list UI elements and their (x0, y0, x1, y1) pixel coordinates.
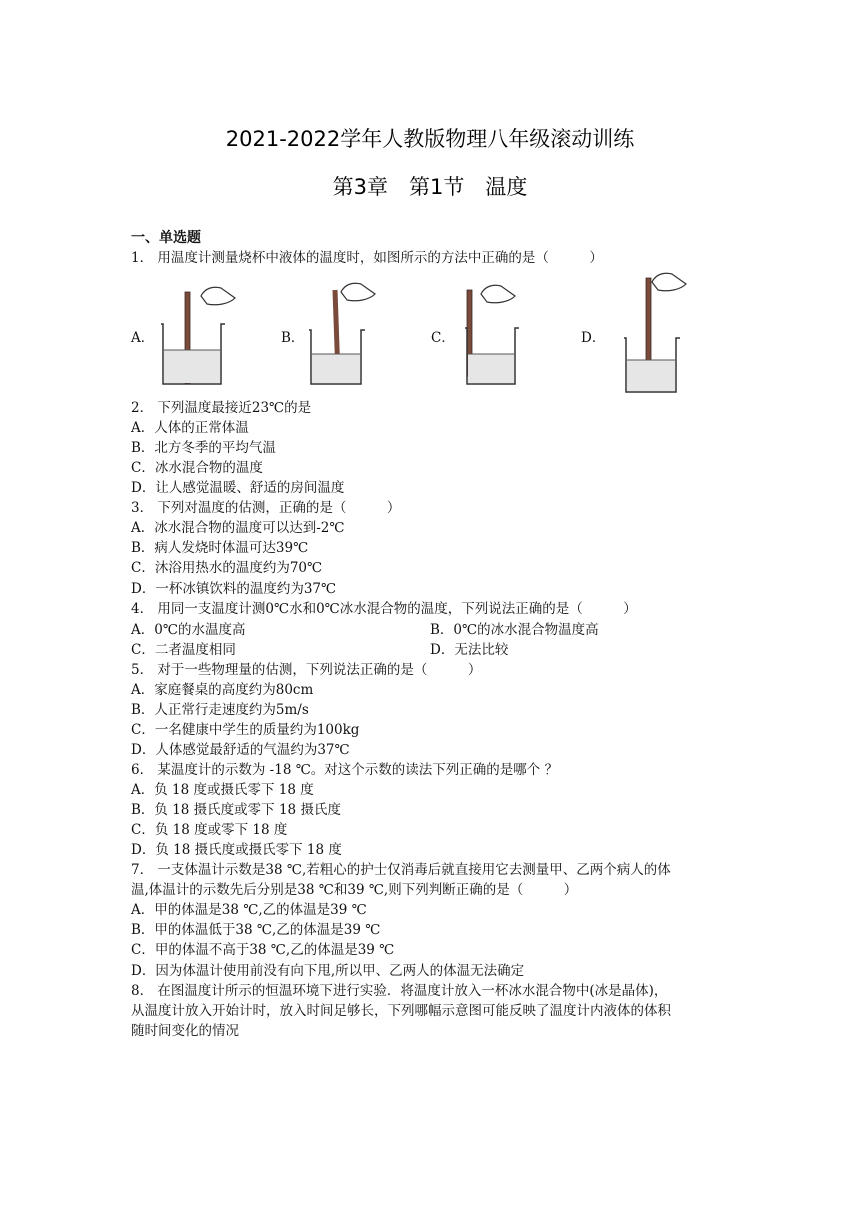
q1-option-b-label: B． (281, 330, 305, 346)
q5-option-d: D．人体感觉最舒适的气温约为37℃ (131, 742, 350, 758)
q2-option-c: C．冰水混合物的温度 (131, 460, 263, 476)
q6-option-d: D．负 18 摄氏度或摄氏零下 18 度 (131, 842, 342, 858)
section-heading: 一、单选题 (131, 230, 201, 246)
q1-option-d-label: D． (581, 330, 606, 346)
q1-figure-d (620, 270, 700, 395)
q6-option-a: A．负 18 度或摄氏零下 18 度 (131, 782, 314, 798)
hand-icon (481, 285, 515, 302)
q7-option-c: C．甲的体温不高于38 ℃,乙的体温是39 ℃ (131, 942, 395, 958)
q4-option-c: C．二者温度相同 (131, 642, 236, 658)
question-1-stem: 1． 用温度计测量烧杯中液体的温度时，如图所示的方法中正确的是（ ） (131, 250, 603, 266)
question-4-stem: 4． 用同一支温度计测0℃水和0℃冰水混合物的温度，下列说法正确的是（ ） (131, 601, 637, 617)
q3-option-d: D．一杯冰镇饮料的温度约为37℃ (131, 581, 337, 597)
q4-option-d: D．无法比较 (430, 642, 509, 658)
hand-icon (341, 283, 375, 300)
q2-option-d: D．让人感觉温暖、舒适的房间温度 (131, 480, 345, 496)
q2-option-a: A．人体的正常体温 (131, 420, 249, 436)
question-7-stem-line-1: 7． 一支体温计示数是38 ℃,若粗心的护士仅消毒后就直接用它去测量甲、乙两个病人的体 (131, 862, 671, 878)
q1-figure-a (155, 280, 245, 388)
q3-option-c: C．沐浴用热水的温度约为70℃ (131, 560, 323, 576)
q5-option-b: B．人正常行走速度约为5m/s (131, 702, 309, 718)
q4-option-b: B．0℃的冰水混合物温度高 (430, 622, 599, 638)
question-8-stem-line-1: 8． 在图温度计所示的恒温环境下进行实验．将温度计放入一杯冰水混合物中(冰是晶体)， (131, 983, 668, 999)
q7-option-d: D．因为体温计使用前没有向下甩,所以甲、乙两人的体温无法确定 (131, 963, 525, 979)
question-3-stem: 3． 下列对温度的估测，正确的是（ ） (131, 500, 401, 516)
question-8-stem-line-3: 随时间变化的情况 (131, 1023, 239, 1039)
q6-option-b: B．负 18 摄氏度或零下 18 摄氏度 (131, 802, 341, 818)
question-6-stem: 6． 某温度计的示数为 -18 ℃。对这个示数的读法下列正确的是哪个 ？ (131, 762, 559, 778)
document-title: 2021-2022学年人教版物理八年级滚动训练 (225, 127, 635, 151)
q1-figure-b (305, 280, 385, 388)
q7-option-b: B．甲的体温低于38 ℃,乙的体温是39 ℃ (131, 922, 381, 938)
q6-option-c: C．负 18 度或零下 18 度 (131, 822, 288, 838)
q1-figure-c (455, 280, 535, 388)
q3-option-b: B．病人发烧时体温可达39℃ (131, 540, 309, 556)
q4-option-a: A．0℃的水温度高 (131, 622, 246, 638)
hand-icon (652, 273, 686, 290)
q1-option-c-label: C． (431, 330, 455, 346)
thermometer-icon (646, 278, 651, 370)
q7-option-a: A．甲的体温是38 ℃,乙的体温是39 ℃ (131, 902, 367, 918)
chapter-subtitle: 第3章 第1节 温度 (332, 175, 528, 199)
question-2-stem: 2． 下列温度最接近23℃的是 (131, 400, 312, 416)
question-8-stem-line-2: 从温度计放入开始计时，放入时间足够长，下列哪幅示意图可能反映了温度计内液体的体积 (131, 1003, 671, 1019)
q5-option-a: A．家庭餐桌的高度约为80cm (131, 682, 314, 698)
q1-option-a-label: A． (131, 330, 155, 346)
q5-option-c: C．一名健康中学生的质量约为100kg (131, 722, 360, 738)
q3-option-a: A．冰水混合物的温度可以达到-2℃ (131, 520, 345, 536)
hand-icon (201, 287, 235, 304)
question-5-stem: 5． 对于一些物理量的估测，下列说法正确的是（ ） (131, 662, 482, 678)
question-7-stem-line-2: 温,体温计的示数先后分别是38 ℃和39 ℃,则下列判断正确的是（ ） (131, 882, 578, 898)
q2-option-b: B．北方冬季的平均气温 (131, 440, 276, 456)
